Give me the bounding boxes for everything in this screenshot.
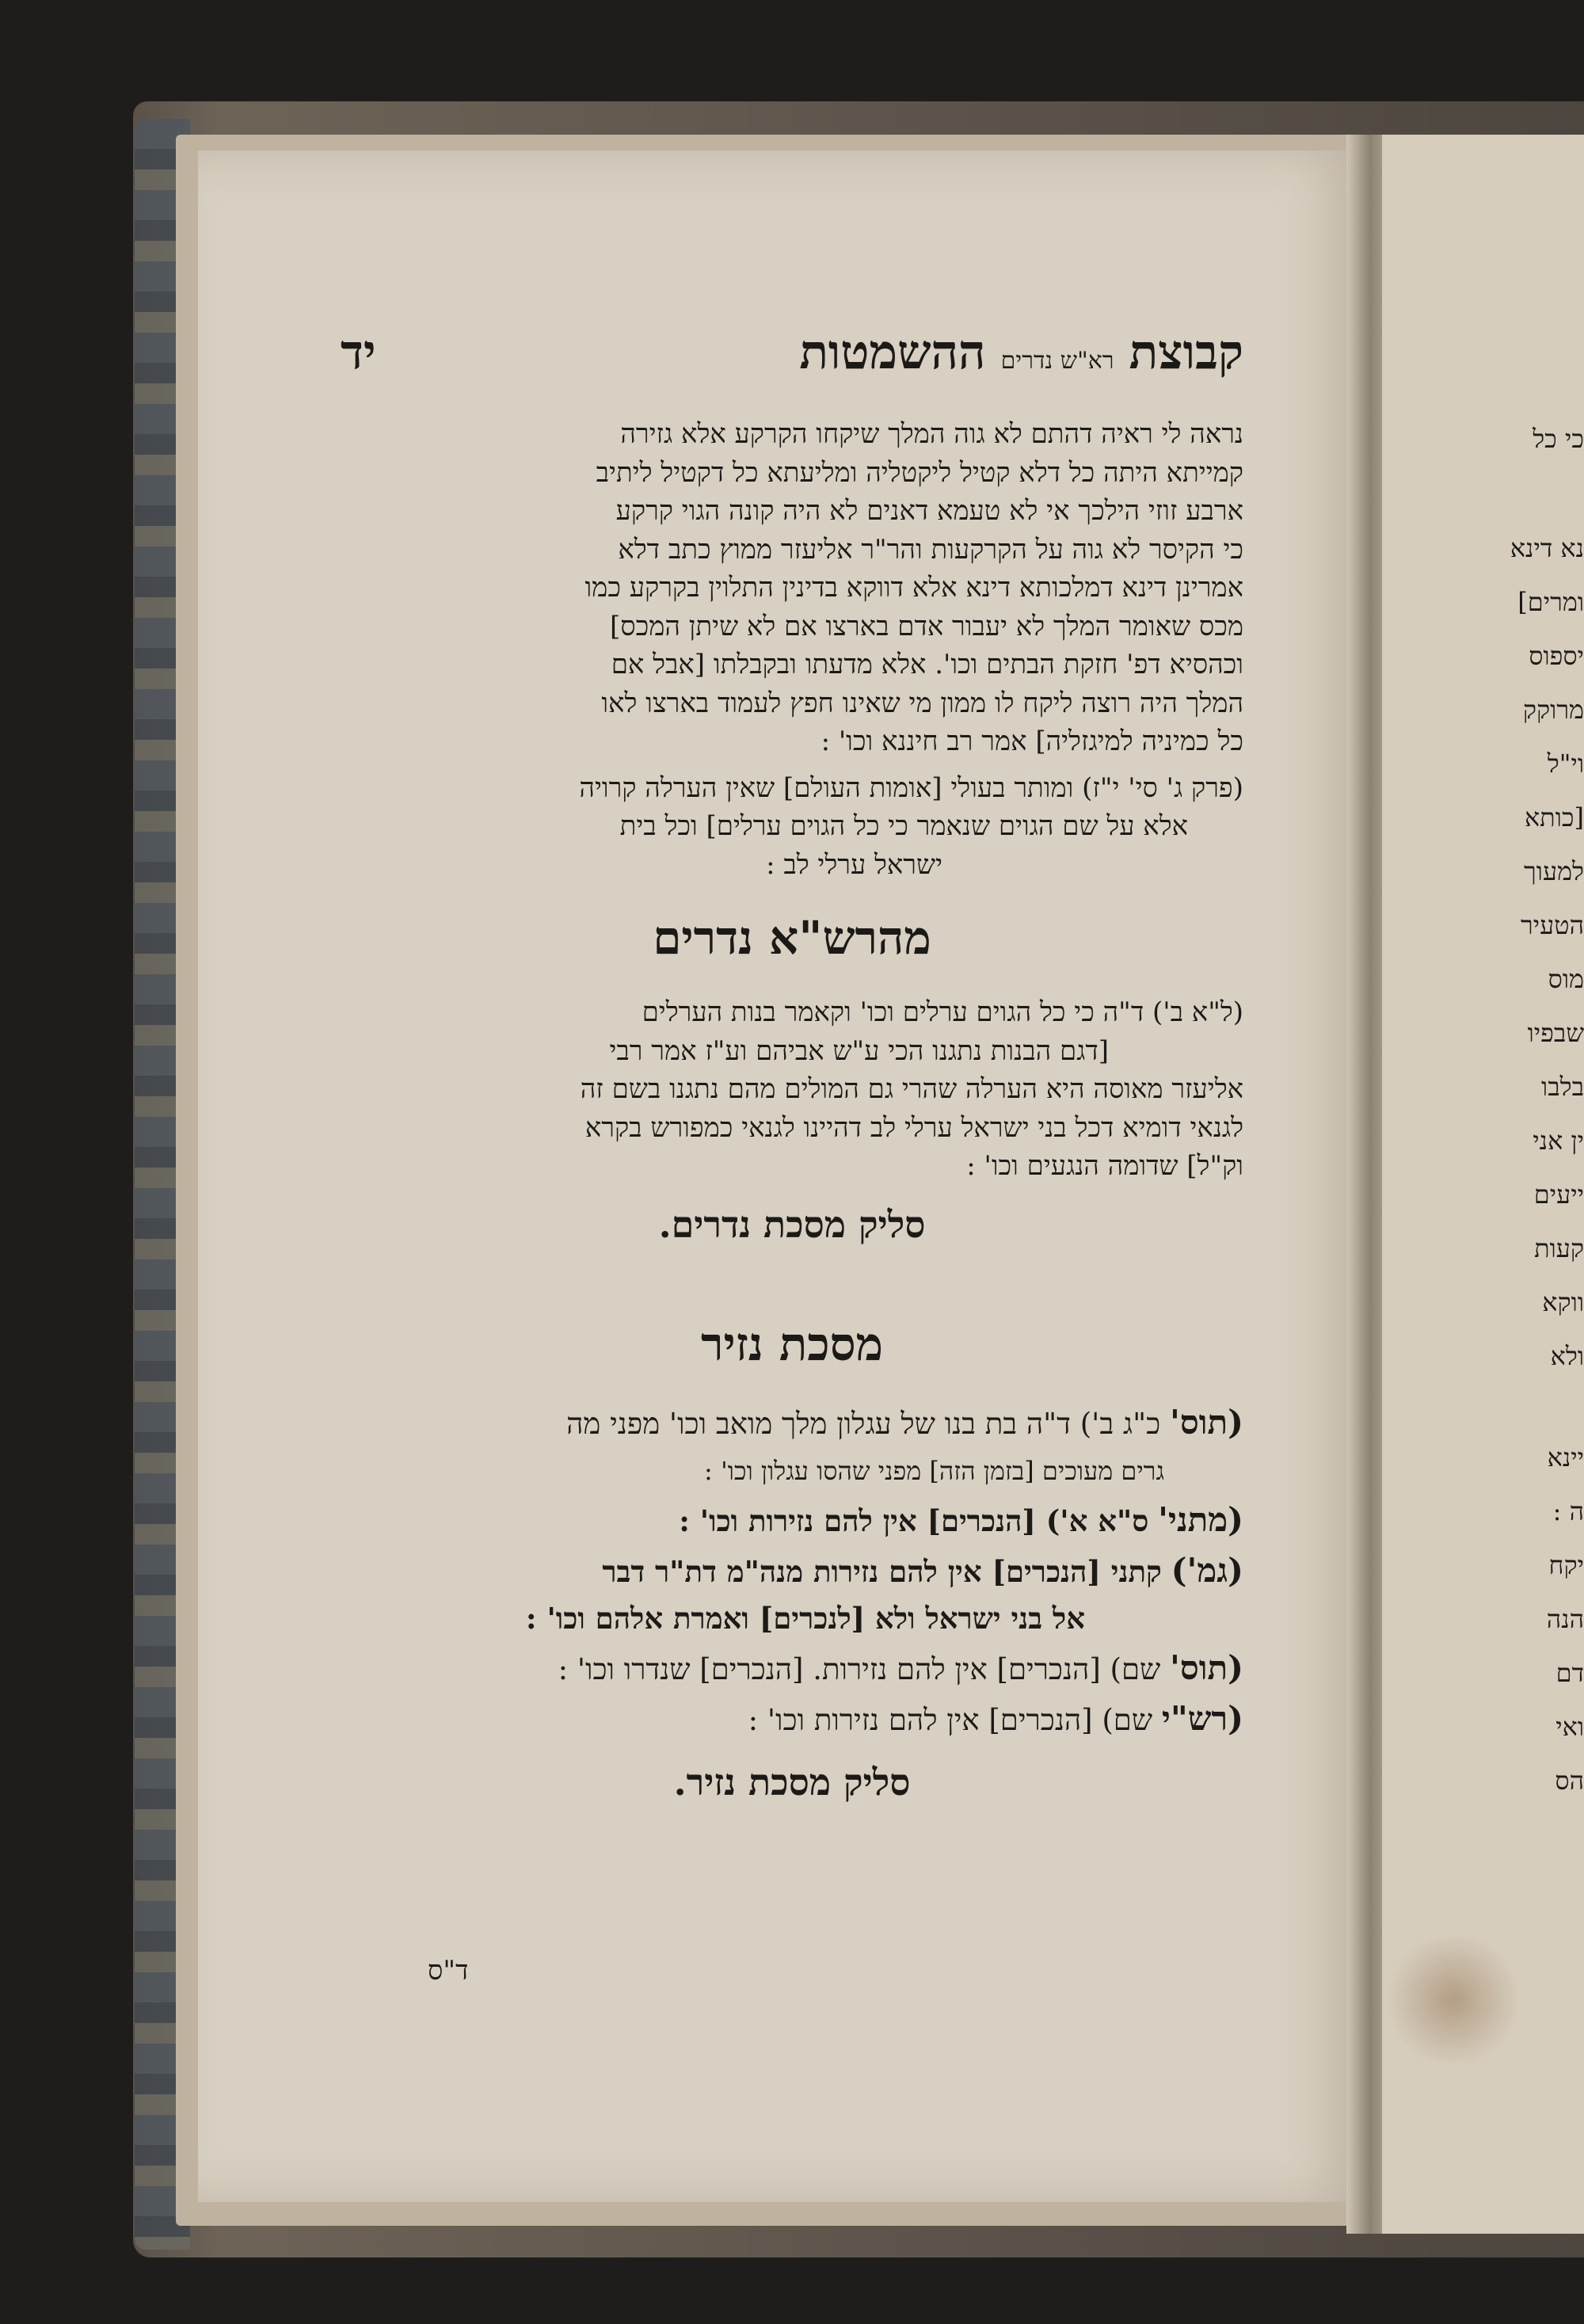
text-line: ישראל ערלי לב :	[766, 848, 942, 881]
nazir-entry	[341, 1548, 1243, 1642]
fragment-line: יספוס	[1529, 641, 1584, 671]
entry-source: (מתני'	[1158, 1499, 1243, 1539]
header-title-right: קבוצת	[1129, 325, 1243, 380]
water-stain	[1386, 1933, 1521, 2067]
fragment-line: מרוקק	[1522, 695, 1584, 725]
text-line: (פרק ג' סי' י"ז) ומותר בעולי [אומות העולם] שאין הערלה קרויה	[579, 771, 1243, 804]
intro-paragraph	[341, 415, 1243, 761]
fragment-line: כי כל	[1533, 424, 1584, 454]
fragment-line: הטעיר	[1521, 910, 1584, 940]
text-line: קמייתא היתה כל דלא קטיל ליקטליה ומליעתא כל דקטיל ליתיב	[596, 456, 1243, 489]
text-line: (ל"א ב') ד"ה כי כל הגוים ערלים וכו' וקאמר בנות הערלים	[642, 996, 1243, 1028]
entry-text: ס"א א') [הנכרים] אין להם נזירות וכו' :	[679, 1503, 1149, 1538]
text-line: מכס שאומר המלך לא יעבור אדם בארצו אם לא שיתן המכס]	[609, 610, 1243, 642]
text-line: אמרינן דינא דמלכותא דינא אלא דווקא בדינין התלוין בקרקע כמו	[584, 572, 1243, 604]
text-line: וכהסיא דפ' חזקת הבתים וכו'. אלא מדעתו ובקבלתו [אבל אם	[611, 649, 1243, 680]
fragment-line: יקח	[1548, 1550, 1584, 1580]
fragment-line: נא דינא	[1510, 533, 1584, 563]
fragment-line: דם	[1555, 1658, 1584, 1688]
entry-source: (גמ')	[1171, 1550, 1243, 1590]
maharsha-title: מהרש"א נדרים	[653, 911, 931, 965]
page-text-block	[341, 325, 1243, 1804]
fragment-line: הנה	[1546, 1604, 1584, 1634]
fragment-line: וי"ל	[1547, 749, 1584, 779]
maharsha-paragraph	[341, 993, 1243, 1186]
nazir-closing: סליק מסכת נזיר.	[673, 1760, 911, 1804]
nazir-title: מסכת נזיר	[700, 1316, 884, 1371]
entry-continuation: אל בני ישראל ולא [לנכרים] ואמרת אלהם וכו' :	[525, 1600, 1085, 1636]
text-line: ארבע זוזי הילכך אי לא טעמא דאנים לא היה קונה הגוי קרקע	[615, 495, 1243, 527]
second-paragraph	[341, 769, 1243, 885]
fragment-line: מוס	[1548, 964, 1584, 994]
entry-text: כ"ג ב') ד"ה בת בנו של עגלון מלך מואב וכו' מפני מה	[566, 1406, 1161, 1441]
header-title-main: ההשמטות	[799, 325, 986, 380]
running-header	[341, 325, 1243, 401]
entry-source: (תוס'	[1170, 1402, 1243, 1442]
fragment-line: יינא	[1547, 1442, 1584, 1473]
text-line: כל כמיניה למיגזליה] אמר רב חיננא וכו' :	[821, 726, 1243, 757]
nazir-entries	[341, 1400, 1243, 1743]
text-line: אליעזר מאוסה היא הערלה שהרי גם המולים מהם נתגנו בשם זה	[580, 1073, 1243, 1105]
entry-continuation: גרים מעוכים [בזמן הזה] מפני שהסו עגלון וכו' :	[703, 1455, 1164, 1486]
right-page-fragments	[1489, 412, 1584, 1808]
page-number: יד	[341, 325, 376, 380]
text-line: אלא על שם הגוים שנאמר כי כל הגוים ערלים] וכל בית	[619, 810, 1188, 842]
header-title-group	[799, 325, 1243, 380]
fragment-line: ולא	[1550, 1341, 1584, 1371]
fragment-line: בלבו	[1541, 1072, 1584, 1102]
text-line: [דגם הבנות נתגנו הכי ע"ש אביהם וע"ז אמר רבי	[609, 1034, 1109, 1067]
fragment-line: ין אני	[1533, 1126, 1584, 1156]
nazir-entry	[341, 1497, 1243, 1545]
maharsha-closing: סליק מסכת נדרים.	[658, 1202, 926, 1246]
fragment-line: ווקא	[1542, 1287, 1584, 1317]
fragment-line: ייעים	[1533, 1179, 1584, 1210]
nazir-entry	[341, 1645, 1243, 1693]
entry-text: שם) [הנכרים] אין להם נזירות וכו' :	[748, 1702, 1153, 1737]
fragment-line: [כותא	[1524, 802, 1584, 832]
signature-mark: ד"ס	[428, 1955, 469, 1987]
fragment-line: ה :	[1552, 1496, 1584, 1526]
nazir-entry	[341, 1400, 1243, 1494]
text-line: המלך היה רוצה ליקח לו ממון מי שאינו חפץ לעמוד בארצו לאו	[601, 687, 1243, 719]
text-line: כי הקיסר לא גוה על הקרקעות והר"ר אליעזר ממוץ כתב דלא	[618, 533, 1243, 566]
fragment-line: קעות	[1534, 1233, 1584, 1263]
fragment-line: ומרים]	[1517, 587, 1584, 617]
header-title-middle: רא"ש נדרים	[1000, 347, 1114, 375]
fragment-line: למעוך	[1524, 856, 1584, 886]
entry-text: שם) [הנכרים] אין להם נזירות. [הנכרים] שנדרו וכו' :	[558, 1652, 1161, 1686]
entry-source: (תוס'	[1170, 1648, 1243, 1687]
entry-source: (רש"י	[1161, 1698, 1243, 1738]
fragment-line: הס	[1555, 1766, 1584, 1796]
nazir-entry	[341, 1696, 1243, 1743]
fragment-line: ואי	[1555, 1712, 1584, 1742]
text-line: נראה לי ראיה דהתם לא גוה המלך שיקחו הקרקע אלא גזירה	[620, 418, 1243, 450]
entry-text: קתני [הנכרים] אין להם נזירות מנה"מ דת"ר דבר	[602, 1553, 1162, 1589]
fragment-line: שבפיו	[1527, 1018, 1584, 1048]
text-line: וק"ל] שדומה הנגעים וכו' :	[966, 1150, 1243, 1182]
text-line: לגנאי דומיא דכל בני ישראל ערלי לב דהיינו לגנאי כמפורש בקרא	[584, 1111, 1243, 1144]
